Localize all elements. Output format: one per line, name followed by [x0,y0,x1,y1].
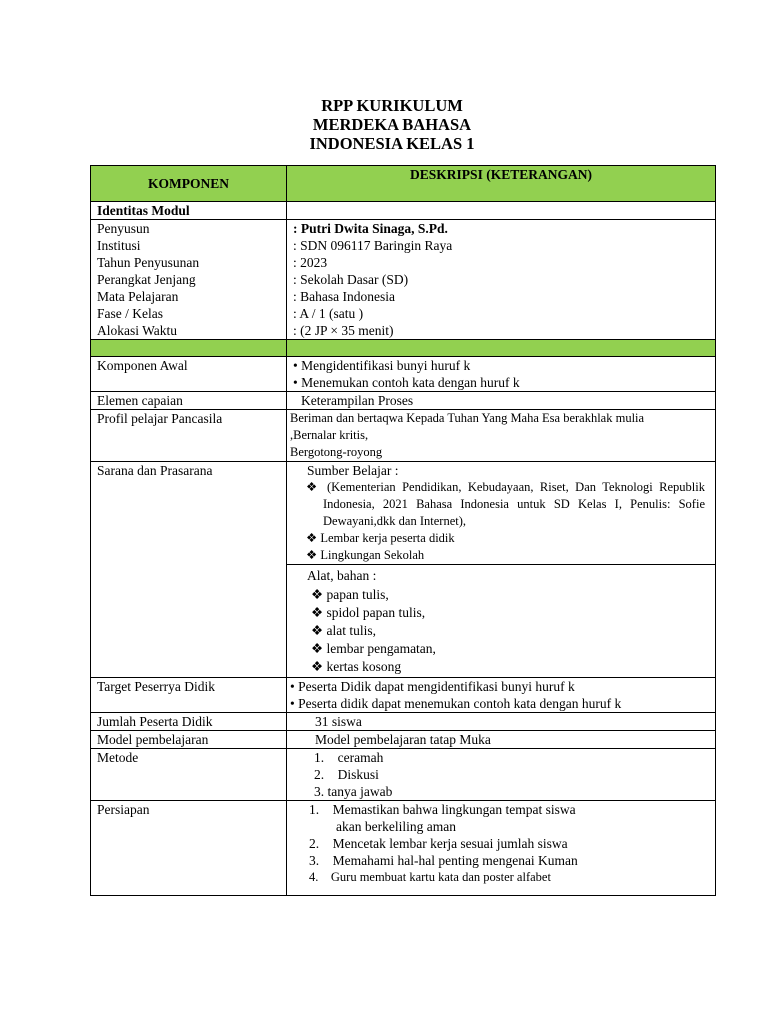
profil-line-2: ,Bernalar kritis, [290,428,369,442]
sarana-label: Sarana dan Prasarana [91,462,287,678]
profil-label: Profil pelajar Pancasila [91,410,287,462]
alat-bahan [287,565,716,678]
profil-row [91,410,716,462]
list-item: • Peserta didik dapat menemukan contoh kata dengan huruf k [290,696,622,711]
value-fase: : A / 1 (satu ) [293,306,364,321]
metode-row [91,749,716,801]
title-line-3: INDONESIA KELAS 1 [309,134,475,153]
list-item: • Peserta Didik dapat mengidentifikasi bunyi huruf k [290,679,575,694]
alat-title: Alat, bahan : [307,568,377,583]
sumber-belajar [287,462,716,565]
identitas-values [287,220,716,340]
sarana-row [91,462,716,565]
header-komponen: KOMPONEN [91,166,287,202]
list-item: ❖ Lembar kerja peserta didik [306,531,455,545]
field-institusi: Institusi [97,238,141,253]
sumber-title: Sumber Belajar : [307,463,399,478]
separator-row [91,340,716,357]
profil-line-3: Bergotong-royong [290,445,383,459]
target-label: Target Peserrya Didik [91,678,287,713]
rpp-table [90,165,716,896]
header-deskripsi: DESKRIPSI (KETERANGAN) [287,166,716,202]
profil-value [287,410,716,462]
value-alokasi: : (2 JP × 35 menit) [293,323,394,338]
list-item: 3. tanya jawab [314,784,393,799]
elemen-label: Elemen capaian [91,392,287,410]
list-item: ❖ alat tulis, [311,623,376,638]
elemen-row [91,392,716,410]
list-item: 1. ceramah [314,750,384,765]
identitas-fields [91,220,287,340]
profil-line-1: Beriman dan bertaqwa Kepada Tuhan Yang Maha Esa berakhlak mulia [290,411,645,425]
identitas-row [91,202,716,220]
elemen-value: Keterampilan Proses [287,392,716,410]
list-item: • Mengidentifikasi bunyi huruf k [293,358,471,373]
field-penyusun: Penyusun [97,221,150,236]
target-row [91,678,716,713]
list-item: 1. Memastikan bahwa lingkungan tempat siswa [309,802,576,817]
komponen-awal-label: Komponen Awal [91,357,287,392]
list-item: ❖ Lingkungan Sekolah [306,548,425,562]
list-item: 2. Diskusi [314,767,379,782]
field-jenjang: Perangkat Jenjang [97,272,196,287]
model-value: Model pembelajaran tatap Muka [287,731,716,749]
value-tahun: : 2023 [293,255,328,270]
list-item: 4. Guru membuat kartu kata dan poster alfabet [309,870,551,884]
list-item: ❖ papan tulis, [311,587,389,602]
target-list [287,678,716,713]
persiapan-list [287,801,716,896]
komponen-awal-list [287,357,716,392]
jumlah-label: Jumlah Peserta Didik [91,713,287,731]
table-header [91,166,716,202]
list-item: • Menemukan contoh kata dengan huruf k [293,375,520,390]
list-item: ❖ (Kementerian Pendidikan, Kebudayaan, Riset, Dan Teknologi Republik Indonesia, 2021 Bahasa Indonesia untuk SD Kelas I, Penulis: Sofie Dewayani,dkk dan Internet), [306,480,705,528]
komponen-awal-row [91,357,716,392]
persiapan-label: Persiapan [91,801,287,896]
field-tahun: Tahun Penyusunan [97,255,200,270]
document-title [0,96,768,153]
jumlah-value: 31 siswa [287,713,716,731]
list-item: 3. Memahami hal-hal penting mengenai Kuman [309,853,578,868]
model-label: Model pembelajaran [91,731,287,749]
list-item: 2. Mencetak lembar kerja sesuai jumlah siswa [309,836,568,851]
value-jenjang: : Sekolah Dasar (SD) [293,272,409,287]
value-mapel: : Bahasa Indonesia [293,289,395,304]
list-item: akan berkeliling aman [309,819,456,834]
list-item: ❖ lembar pengamatan, [311,641,436,656]
persiapan-row [91,801,716,896]
field-alokasi: Alokasi Waktu [97,323,178,338]
model-row [91,731,716,749]
metode-list [287,749,716,801]
value-penyusun: : Putri Dwita Sinaga, S.Pd. [293,221,448,236]
title-line-2: MERDEKA BAHASA [312,115,472,134]
list-item: ❖ kertas kosong [311,659,402,674]
jumlah-row [91,713,716,731]
value-institusi: : SDN 096117 Baringin Raya [293,238,453,253]
metode-label: Metode [91,749,287,801]
identitas-fields-row [91,220,716,340]
list-item: ❖ spidol papan tulis, [311,605,426,620]
title-line-1: RPP KURIKULUM [321,96,463,115]
field-mapel: Mata Pelajaran [97,289,179,304]
identitas-label: Identitas Modul [91,202,287,220]
identitas-empty [287,202,716,220]
field-fase: Fase / Kelas [97,306,163,321]
